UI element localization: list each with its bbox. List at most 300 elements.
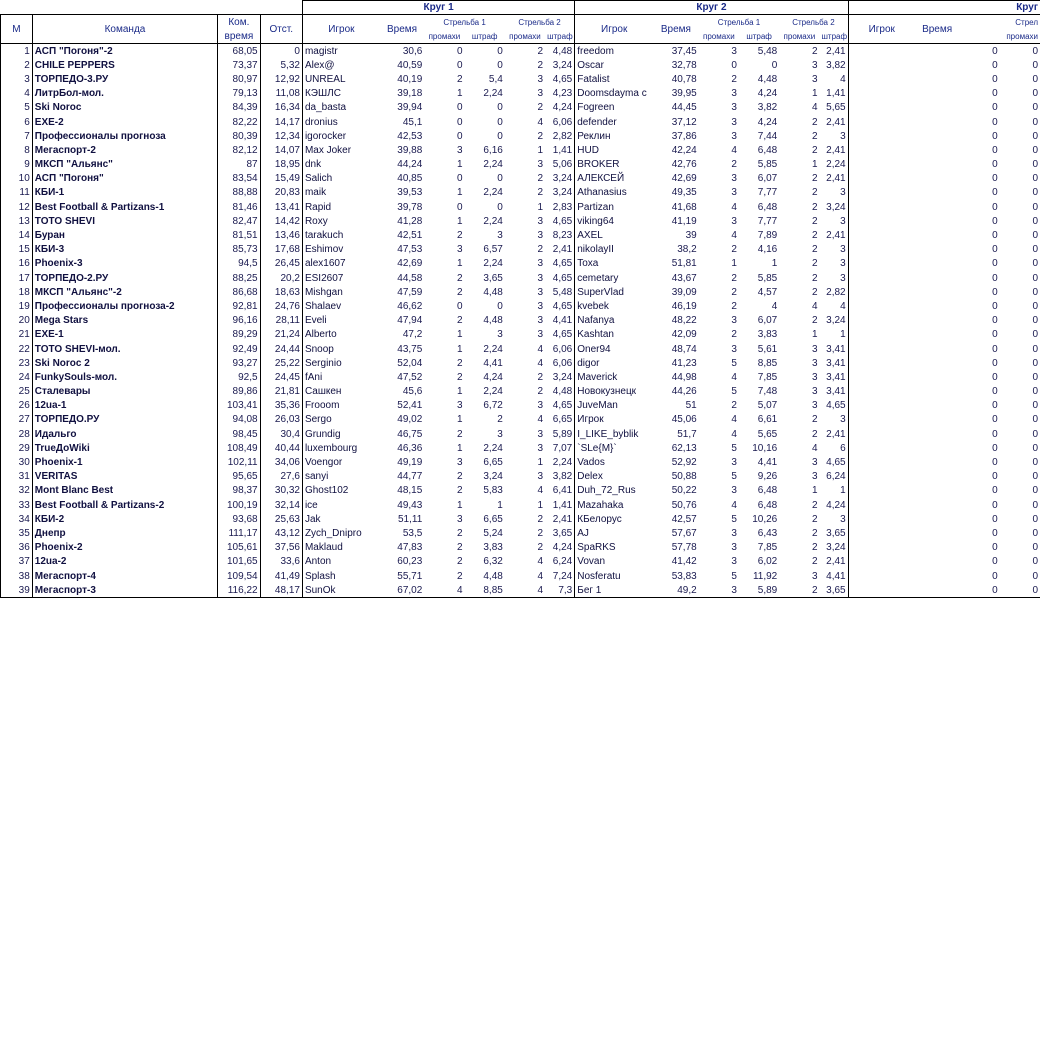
cell-time-r3 [915,158,960,172]
cell-player-r2: Vovan [577,556,606,568]
cell-player-r1: tarakuch [304,230,344,242]
cell-misses2-r2: 3 [811,457,818,469]
cell-misses1-r2: 3 [731,45,737,57]
cell-penalty-r3: 0 [1032,144,1038,156]
cell-gap: 15,49 [260,172,302,186]
cell-misses-r3: 0 [992,116,998,128]
cell-time-r1: 44,77 [397,471,423,483]
col-misses-1b: промахи [505,30,545,44]
cell-misses-r3: 0 [992,230,998,242]
cell-place: 5 [1,101,33,115]
cell-time-r2: 44,45 [671,102,697,114]
cell-misses2-r2: 3 [811,73,818,85]
cell-team: Ski Noroc 2 [32,356,217,370]
cell-time-r1: 49,19 [397,457,423,469]
cell-misses1-r1: 2 [457,556,463,568]
cell-time-r3 [915,484,960,498]
cell-misses2-r1: 4 [537,116,544,128]
cell-misses2-r2: 2 [811,414,818,426]
cell-time-r1: 47,53 [397,244,423,256]
cell-penalty2-r1: 6,24 [545,555,575,569]
cell-player-r2: Mazahaka [577,499,624,511]
cell-penalty2-r2: 4,24 [820,498,849,512]
cell-player-r3 [848,243,915,257]
cell-misses2-r2: 2 [811,130,818,142]
cell-player-r2: Игрок [577,414,604,426]
cell-time-r1: 47,52 [397,371,423,383]
cell-misses1-r1: 1 [457,386,463,398]
cell-player-r2: Doomsdayma c [577,88,647,100]
cell-penalty2-r1: 3,24 [545,58,575,72]
cell-penalty1-r1: 5,24 [483,527,503,539]
cell-penalty1-r2: 7,77 [757,187,778,199]
cell-gap: 21,24 [260,328,302,342]
cell-penalty2-r1: 5,06 [545,158,575,172]
cell-misses1-r2: 3 [731,315,737,327]
cell-player-r1: Shalaev [304,300,342,312]
cell-team-time: 81,46 [218,200,260,214]
cell-penalty2-r1: 3,82 [545,470,575,484]
cell-team-time: 82,12 [218,143,260,157]
cell-misses1-r1: 3 [457,400,463,412]
cell-misses1-r2: 3 [731,88,737,100]
cell-place: 10 [1,172,33,186]
cell-penalty2-r1: 3,24 [545,370,575,384]
cell-player-r2: kvebek [577,300,609,312]
cell-place: 13 [1,214,33,228]
cell-penalty1-r2: 6,07 [757,173,778,185]
cell-penalty-r3: 0 [1032,357,1038,369]
cell-misses1-r2: 4 [731,230,737,242]
cell-player-r2: Duh_72_Rus [577,485,636,497]
cell-player-r1: dronius [304,116,338,128]
cell-place: 3 [1,72,33,86]
cell-penalty-r3: 0 [1032,88,1038,100]
cell-penalty2-r2: 3,24 [820,541,849,555]
cell-time-r1: 67,02 [380,583,425,598]
cell-penalty2-r2: 3,82 [820,58,849,72]
cell-team: АСП "Погоня" [32,172,217,186]
cell-time-r1: 48,15 [397,485,423,497]
cell-penalty1-r2: 6,07 [757,315,778,327]
cell-team: TrueДоWiki [32,441,217,455]
cell-team: КБИ-1 [32,186,217,200]
cell-misses2-r2: 1 [811,329,818,341]
cell-penalty-r3: 0 [1032,556,1038,568]
cell-gap: 24,76 [260,299,302,313]
cell-time-r2: 37,45 [671,45,697,57]
cell-player-r1: Splash [304,570,336,582]
cell-misses2-r1: 1 [537,499,544,511]
cell-player-r2: КБелорус [577,513,622,525]
cell-penalty1-r1: 4,24 [483,371,503,383]
cell-misses1-r1: 0 [457,300,463,312]
cell-misses1-r1: 1 [457,442,463,454]
cell-penalty-r3: 0 [1032,343,1038,355]
cell-misses1-r1: 1 [457,414,463,426]
cell-gap: 14,42 [260,214,302,228]
cell-misses1-r2: 3 [731,102,737,114]
col-shoot-r3: Стрел [959,15,1040,31]
cell-time-r3 [915,214,960,228]
cell-time-r2: 57,78 [671,542,697,554]
cell-misses1-r1: 1 [457,88,463,100]
cell-player-r3 [848,498,915,512]
cell-penalty2-r1: 3,24 [545,186,575,200]
cell-misses1-r1: 1 [457,159,463,171]
cell-penalty1-r1: 0 [497,102,503,114]
cell-player-r3 [848,526,915,540]
cell-penalty1-r1: 6,65 [483,457,503,469]
cell-time-r1: 42,69 [397,258,423,270]
cell-penalty1-r1: 2,24 [483,88,503,100]
cell-team: TOTO SHEVI [32,214,217,228]
cell-misses2-r2: 3 [811,386,818,398]
cell-team: FunkySouls-мол. [32,370,217,384]
cell-time-r1: 47,94 [397,315,423,327]
cell-team-time: 108,49 [218,441,260,455]
cell-time-r2: 38,2 [677,244,697,256]
cell-misses2-r2: 1 [811,88,818,100]
cell-time-r1: 55,71 [397,570,423,582]
cell-misses1-r2: 2 [731,73,737,85]
cell-penalty1-r1: 2,24 [483,215,503,227]
cell-penalty-r3: 0 [1000,583,1040,598]
cell-team-time: 111,17 [218,526,260,540]
cell-time-r1: 44,24 [397,159,423,171]
cell-player-r1: SunOk [302,583,379,598]
cell-team-time: 89,29 [218,328,260,342]
cell-misses1-r1: 1 [457,258,463,270]
cell-gap: 14,07 [260,143,302,157]
table-row [1,555,1040,569]
cell-misses2-r2: 2 [811,527,818,539]
cell-place: 36 [1,541,33,555]
cell-penalty2-r2: 2,41 [820,143,849,157]
cell-misses1-r2: 4 [731,371,737,383]
cell-misses2-r2: 2 [811,513,818,525]
table-row [1,271,1040,285]
cell-time-r3 [915,200,960,214]
cell-place: 22 [1,342,33,356]
cell-misses2-r2: 3 [811,371,818,383]
cell-misses1-r2: 5 [731,442,737,454]
cell-penalty2-r2: 2,41 [820,115,849,129]
cell-penalty1-r1: 0 [497,116,503,128]
cell-penalty1-r2: 6,02 [757,556,778,568]
cell-misses-r3: 0 [992,357,998,369]
cell-penalty1-r2: 3,83 [757,329,778,341]
cell-player-r1: ice [304,499,318,511]
cell-penalty1-r2: 4,24 [757,116,778,128]
cell-penalty-r3: 0 [1032,527,1038,539]
cell-penalty1-r1: 6,72 [483,400,503,412]
cell-place: 20 [1,314,33,328]
cell-time-r1: 46,36 [397,442,423,454]
cell-team: VERITAS [32,470,217,484]
cell-team: Mont Blanc Best [32,484,217,498]
cell-time-r2: 42,24 [671,144,697,156]
cell-penalty2-r1: 4,41 [545,314,575,328]
cell-team-time: 85,73 [218,243,260,257]
cell-player-r2: Oscar [577,59,604,71]
cell-penalty2-r1: 4,65 [545,72,575,86]
cell-time-r1: 39,18 [397,88,423,100]
table-row [1,356,1040,370]
cell-team: Best Football & Partizans-1 [32,200,217,214]
cell-place: 21 [1,328,33,342]
cell-misses2-r2: 2 [811,187,818,199]
cell-penalty-r3: 0 [1032,45,1038,57]
cell-penalty-r3: 0 [1032,102,1038,114]
cell-penalty2-r1: 6,06 [545,356,575,370]
cell-penalty-r3: 0 [1032,215,1038,227]
cell-player-r2: Delex [577,471,603,483]
cell-place: 37 [1,555,33,569]
cell-time-r2: 50,76 [671,499,697,511]
cell-time-r3 [915,44,960,59]
cell-misses-r3: 0 [992,159,998,171]
cell-penalty2-r2: 2,41 [820,427,849,441]
cell-misses2-r1: 3 [537,159,544,171]
cell-misses-r3: 0 [992,300,998,312]
cell-misses2-r1: 3 [537,230,544,242]
cell-misses2-r2: 2 [811,230,818,242]
cell-player-r3 [848,413,915,427]
cell-penalty2-r1: 1,41 [545,143,575,157]
cell-penalty1-r1: 4,41 [483,357,503,369]
cell-misses1-r1: 2 [457,428,463,440]
cell-penalty2-r2: 4,65 [820,399,849,413]
cell-misses2-r1: 4 [537,556,544,568]
cell-misses2-r1: 3 [537,329,544,341]
cell-time-r3 [915,115,960,129]
cell-penalty2-r2: 3,41 [820,356,849,370]
cell-misses1-r1: 0 [457,201,463,213]
col-shoot1-r1: Стрельба 1 [424,15,505,31]
cell-penalty1-r2: 5,07 [757,400,778,412]
cell-time-r3 [915,129,960,143]
cell-misses-r3: 0 [992,542,998,554]
cell-penalty1-r1: 3 [497,428,503,440]
cell-gap: 20,83 [260,186,302,200]
cell-team-time: 101,65 [218,555,260,569]
cell-time-r3 [915,328,960,342]
cell-time-r1: 30,6 [402,45,423,57]
cell-player-r2: defender [577,116,617,128]
cell-team: Буран [32,228,217,242]
cell-player-r3 [848,101,915,115]
cell-player-r3 [848,356,915,370]
cell-misses1-r2: 5 [731,386,737,398]
cell-team-time: 93,27 [218,356,260,370]
cell-misses2-r2: 2 [811,315,818,327]
cell-player-r3 [848,72,915,86]
cell-penalty1-r2: 6,48 [757,485,778,497]
cell-penalty1-r2: 4,16 [757,244,778,256]
cell-time-r3 [915,526,960,540]
cell-penalty2-r1: 4,24 [545,101,575,115]
cell-player-r3 [848,385,915,399]
cell-time-r2: 48,22 [671,315,697,327]
cell-time-r3 [915,257,960,271]
cell-misses2-r1: 2 [537,513,544,525]
cell-player-r3 [848,299,915,313]
cell-penalty-r3: 0 [1032,315,1038,327]
col-player-3: Игрок [848,15,915,44]
cell-penalty-r3: 0 [1032,201,1038,213]
cell-team: ТОРПЕДО.РУ [32,413,217,427]
cell-place: 1 [1,44,33,59]
cell-time-r2: 37,12 [671,116,697,128]
cell-team-time: 82,47 [218,214,260,228]
cell-misses2-r2: 2 [811,244,818,256]
cell-time-r1: 39,88 [397,144,423,156]
cell-team-time: 84,39 [218,101,260,115]
cell-misses1-r1: 2 [457,315,463,327]
cell-misses-r3: 0 [992,59,998,71]
cell-misses2-r2: 3 [811,343,818,355]
cell-player-r3 [848,583,915,598]
cell-penalty1-r2: 10,26 [752,513,778,525]
cell-player-r1: Serginio [304,357,342,369]
table-row [1,370,1040,384]
table-row [1,58,1040,72]
cell-penalty1-r2: 4,41 [757,457,778,469]
table-row [1,115,1040,129]
cell-player-r3 [848,158,915,172]
cell-time-r1: 41,28 [397,215,423,227]
cell-gap: 21,81 [260,385,302,399]
col-penalty-1b: штраф [545,30,575,44]
cell-penalty-r3: 0 [1032,471,1038,483]
cell-gap: 40,44 [260,441,302,455]
cell-team: Phoenix-2 [32,541,217,555]
cell-misses1-r1: 3 [457,244,463,256]
cell-team-time: 95,65 [218,470,260,484]
cell-time-r3 [915,356,960,370]
cell-penalty2-r2: 2,41 [820,44,849,59]
cell-penalty2-r1: 6,06 [545,342,575,356]
cell-misses-r3: 0 [992,457,998,469]
cell-time-r3 [915,58,960,72]
cell-team: Профессионалы прогноза-2 [32,299,217,313]
cell-player-r2: Fatalist [577,73,610,85]
cell-place: 31 [1,470,33,484]
cell-team-time: 96,16 [218,314,260,328]
cell-place: 23 [1,356,33,370]
cell-misses1-r2: 5 [731,471,737,483]
cell-misses-r3: 0 [992,329,998,341]
cell-misses-r3: 0 [992,315,998,327]
cell-player-r2: Oner94 [577,343,611,355]
cell-gap: 43,12 [260,526,302,540]
cell-time-r2: 51,7 [677,428,697,440]
cell-penalty2-r2: 3 [820,512,849,526]
cell-team: Профессионалы прогноза [32,129,217,143]
cell-misses-r3: 0 [992,173,998,185]
cell-team-time: 88,25 [218,271,260,285]
cell-penalty-r3: 0 [1032,371,1038,383]
cell-time-r1: 39,78 [397,201,423,213]
cell-penalty2-r2: 4,65 [820,455,849,469]
table-row [1,342,1040,356]
cell-team: Сталевары [32,385,217,399]
cell-penalty2-r2: 4 [820,299,849,313]
cell-time-r3 [915,385,960,399]
cell-misses1-r2: 4 [731,414,737,426]
cell-gap: 33,6 [260,555,302,569]
cell-penalty1-r2: 5,61 [757,343,778,355]
cell-misses2-r1: 4 [505,583,545,598]
col-player-2: Игрок [575,15,653,44]
table-row [1,328,1040,342]
cell-penalty1-r2: 6,48 [757,499,778,511]
cell-player-r2: BROKER [577,159,620,171]
cell-misses-r3: 0 [992,88,998,100]
table-row [1,172,1040,186]
cell-misses1-r1: 1 [457,499,463,511]
cell-time-r1: 40,59 [397,59,423,71]
cell-team: КБИ-3 [32,243,217,257]
col-player-1: Игрок [302,15,379,44]
cell-penalty1-r2: 4,24 [757,88,778,100]
cell-team: TOTO SHEVI-мол. [32,342,217,356]
cell-penalty2-r1: 4,65 [545,299,575,313]
cell-time-r1: 43,75 [397,343,423,355]
cell-misses-r3: 0 [992,215,998,227]
cell-player-r3 [848,470,915,484]
cell-time-r3 [915,541,960,555]
cell-time-r2: 52,92 [671,457,697,469]
col-penalty-2a: штраф [739,30,779,44]
cell-time-r2: 39,09 [671,286,697,298]
cell-gap: 13,41 [260,200,302,214]
cell-player-r2: Partizan [577,201,614,213]
cell-misses1-r1: 3 [457,144,463,156]
cell-gap: 25,22 [260,356,302,370]
table-row [1,228,1040,242]
cell-player-r1: Alberto [304,329,337,341]
cell-misses1-r1: 2 [457,357,463,369]
cell-player-r1: Salich [304,173,333,185]
cell-misses1-r2: 4 [731,201,737,213]
cell-misses1-r2: 3 [731,485,737,497]
cell-player-r2: HUD [577,144,599,156]
cell-penalty-r3: 0 [1032,485,1038,497]
cell-team-time: 109,54 [218,569,260,583]
cell-penalty2-r1: 2,24 [545,455,575,469]
cell-misses-r3: 0 [992,371,998,383]
cell-team: Ski Noroc [32,101,217,115]
cell-team-time: 105,61 [218,541,260,555]
cell-team-time: 80,97 [218,72,260,86]
cell-time-r2: 45,06 [671,414,697,426]
cell-player-r1: Сашкен [304,386,342,398]
cell-time-r3 [915,186,960,200]
cell-team-time: 94,08 [218,413,260,427]
cell-misses1-r2: 3 [699,583,739,598]
cell-player-r1: UNREAL [304,73,346,85]
cell-misses2-r1: 2 [537,173,544,185]
cell-penalty1-r1: 4,48 [483,570,503,582]
cell-player-r1: Zych_Dnipro [304,527,362,539]
cell-team-time: 94,5 [218,257,260,271]
cell-time-r1: 45,1 [402,116,423,128]
cell-player-r1: Ghost102 [304,485,349,497]
cell-player-r2: SpaRKS [577,542,616,554]
cell-penalty2-r1: 4,65 [545,257,575,271]
